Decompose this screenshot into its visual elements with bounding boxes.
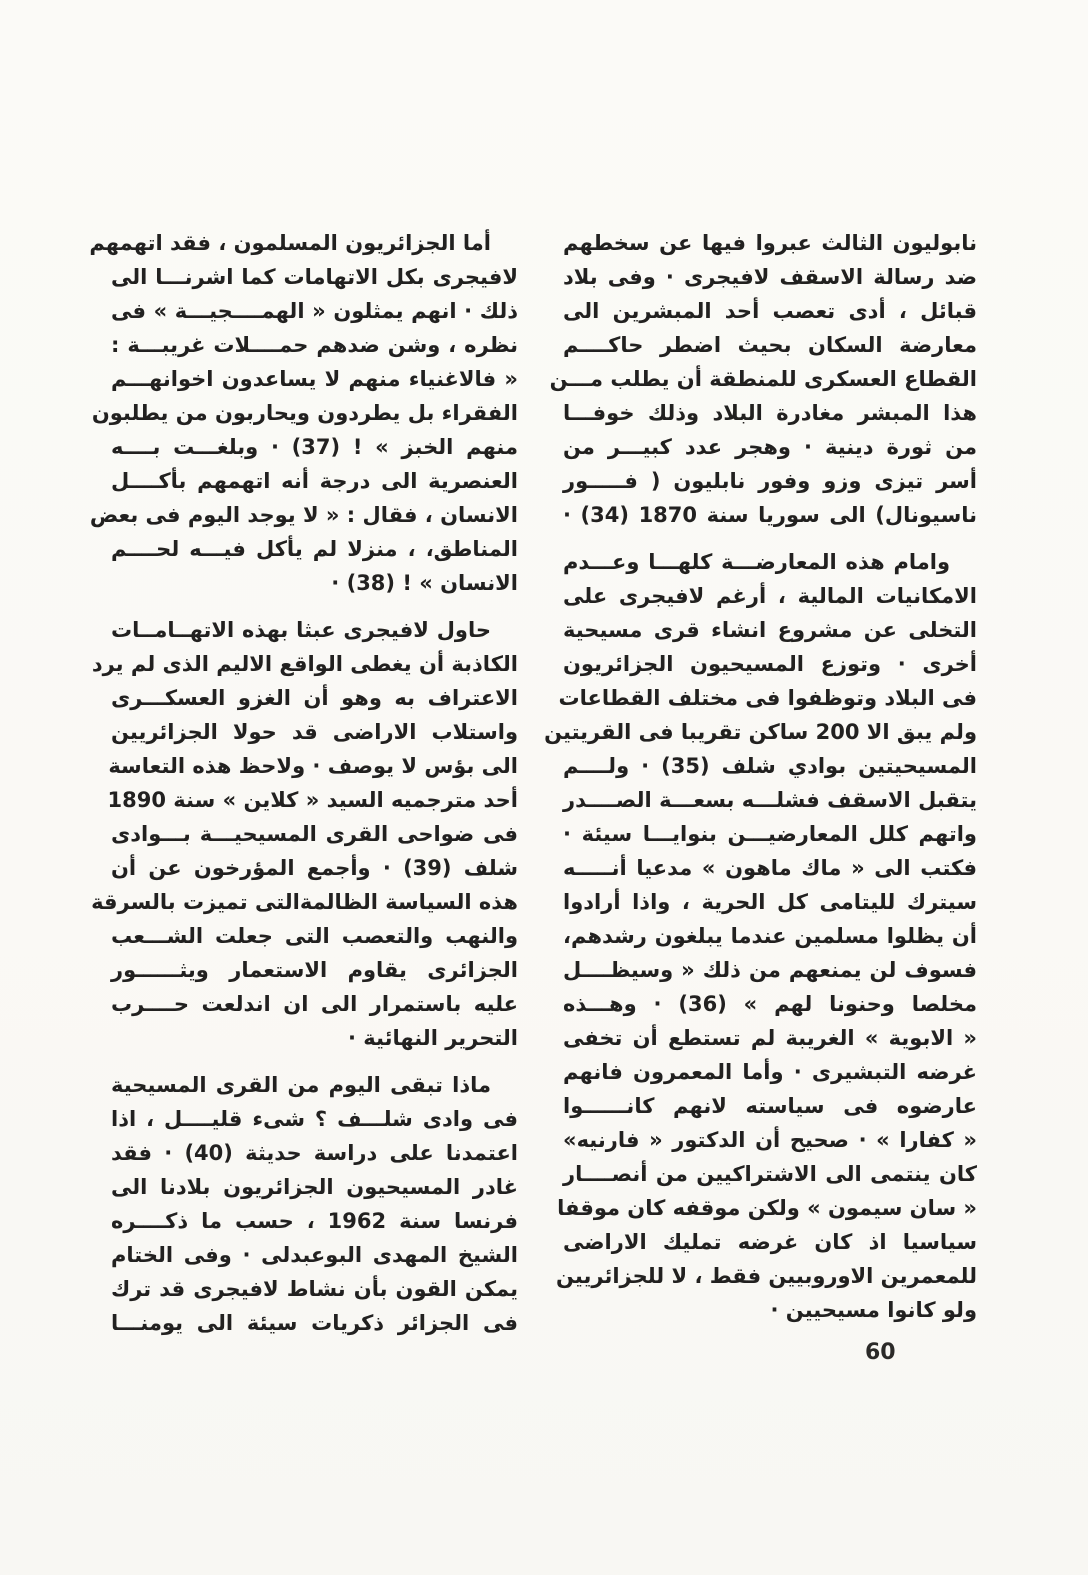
text-line: ضد رسالة الاسقف لافيجرى · وفى بلاد [563, 265, 977, 289]
text-line: ذلك · انهم يمثلون « الهمــــجيـــة » فى [111, 299, 518, 323]
text-line: الفقراء بل يطردون ويحاربون من يطلبون [91, 401, 518, 425]
text-line: « فالاغنياء منهم لا يساعدون اخوانهـــم [111, 367, 518, 391]
text-line: نظره ، وشن ضدهم حمــــلات غريبـــة : [111, 333, 518, 357]
text-line: فى الجزائر ذكريات سيئة الى يومنـــا [111, 1311, 518, 1335]
text-line: عارضوه فى سياسته لانهم كانــــــوا [563, 1094, 977, 1118]
text-line: القطاع العسكرى للمنطقة أن يطلب مـــن [549, 367, 977, 391]
text-line: عليه باستمرار الى ان اندلعت حــــرب [111, 992, 518, 1016]
text-line: منهم الخبز » ! (37) · وبلغـــت بــــه [111, 435, 519, 459]
paragraph [544, 545, 977, 1327]
text-line: أسر تيزى وزو وفور نابليون ( فـــــور [563, 469, 977, 493]
text-line: فكتب الى « ماك ماهون » مدعيا أنـــــه [563, 856, 977, 880]
text-line: الانسان » ! (38) · [331, 571, 518, 595]
text-line: « الابوية » الغريبة لم تستطع أن تخفى [563, 1026, 977, 1050]
text-line: المسيحيتين بوادي شلف (35) · ولــــم [563, 754, 977, 778]
text-column-right [544, 226, 977, 1340]
paragraph [89, 226, 519, 600]
text-line: كان ينتمى الى الاشتراكيين من أنصــــار [563, 1162, 977, 1186]
text-line: والنهب والتعصب التى جعلت الشـــعب [111, 924, 518, 948]
text-line: الاعتراف به وهو أن الغزو العسكـــرى [111, 686, 518, 710]
text-line: يمكن القون بأن نشاط لافيجرى قد ترك [111, 1277, 518, 1301]
text-line: اعتمدنا على دراسة حديثة (40) · فقد [111, 1141, 518, 1165]
text-line: نابوليون الثالث عبروا فيها عن سخطهم [563, 231, 977, 255]
text-line: من ثورة دينية · وهجر عدد كبيـــر من [563, 435, 977, 459]
text-line: المناطق، ، منزلا لم يأكل فيـــه لحــــم [111, 537, 518, 561]
text-line: غرضه التبشيرى · وأما المعمرون فانهم [563, 1060, 977, 1084]
text-line: مخلصا وحنونا لهم » (36) · وهـــذه [563, 992, 977, 1016]
text-line: واستلاب الاراضى قد حولا الجزائريين [111, 720, 518, 744]
text-line: شلف (39) · وأجمع المؤرخون عن أن [111, 856, 518, 880]
paragraph [111, 1068, 518, 1340]
text-line: الانسان ، فقال : « لا يوجد اليوم فى بعض [89, 503, 518, 527]
text-line: ولو كانوا مسيحيين · [770, 1298, 977, 1322]
text-line: التخلى عن مشروع انشاء قرى مسيحية [563, 618, 977, 642]
text-line: الجزائرى يقاوم الاستعمار ويثــــــور [111, 958, 518, 982]
text-line: الامكانيات المالية ، أرغم لافيجرى على [563, 584, 977, 608]
text-line: أما الجزائريون المسلمون ، فقد اتهمهم [89, 231, 491, 255]
text-line: فسوف لن يمنعهم من ذلك « وسيظــــل [563, 958, 977, 982]
text-line: سيترك لليتامى كل الحرية ، واذا أرادوا [563, 890, 977, 914]
text-line: ولم يبق الا 200 ساكن تقريبا فى القريتين [544, 720, 977, 744]
text-line: الكاذبة أن يغطى الواقع الاليم الذى لم يرد [91, 652, 518, 676]
text-line: معارضة السكان بحيث اضطر حاكــــم [563, 333, 977, 357]
text-line: الشيخ المهدى البوعبدلى · وفى الختام [111, 1243, 518, 1267]
text-line: غادر المسيحيون الجزائريون بلادنا الى [111, 1175, 518, 1199]
text-block [89, 226, 977, 1340]
page-number: 60 [865, 1340, 896, 1365]
text-line: أن يظلوا مسلمين عندما يبلغون رشدهم، [563, 924, 977, 948]
paragraph [549, 226, 977, 532]
text-line: فرنسا سنة 1962 ، حسب ما ذكــــره [111, 1209, 518, 1233]
text-line: العنصرية الى درجة أنه اتهمهم بأكــــل [111, 469, 518, 493]
text-line: فى ضواحى القرى المسيحيـــة بـــوادى [111, 822, 518, 846]
text-line: سياسيا اذ كان غرضه تمليك الاراضى [563, 1230, 977, 1254]
text-line: لافيجرى بكل الاتهامات كما اشرنـــا الى [111, 265, 518, 289]
text-line: حاول لافيجرى عبثا بهذه الاتهــامــات [111, 618, 491, 642]
text-line: الى بؤس لا يوصف · ولاحظ هذه التعاسة [108, 754, 518, 778]
text-line: واتهم كلل المعارضيـــن بنوايـــا سيئة · [563, 822, 977, 846]
text-column-left [89, 226, 519, 1340]
text-line: يتقبل الاسقف فشلـــه بسعـــة الصــــدر [563, 788, 977, 812]
text-line: وامام هذه المعارضـــة كلهـــا وعـــدم [563, 550, 950, 574]
text-line: للمعمرين الاوروبيين فقط ، لا للجزائريين [556, 1264, 977, 1288]
text-line: ماذا تبقى اليوم من القرى المسيحية [111, 1073, 491, 1097]
text-line: ناسيونال) الى سوريا سنة 1870 (34) · [563, 503, 977, 527]
text-line: هذه السياسة الظالمةالتى تميزت بالسرقة [91, 890, 518, 914]
text-line: فى وادى شلـــف ؟ شىء قليــــل ، اذا [111, 1107, 518, 1131]
text-line: « سان سيمون » ولكن موقفه كان موقفا [557, 1196, 977, 1220]
text-line: فى البلاد وتوظفوا فى مختلف القطاعات [558, 686, 977, 710]
text-line: أخرى · وتوزع المسيحيون الجزائريون [563, 652, 977, 676]
text-line: أحد مترجميه السيد « كلاين » سنة 1890 [107, 788, 518, 812]
text-line: قبائل ، أدى تعصب أحد المبشرين الى [563, 299, 977, 323]
text-line: « كفارا » · صحيح أن الدكتور « فارنيه» [563, 1128, 977, 1152]
text-line: هذا المبشر مغادرة البلاد وذلك خوفـــا [563, 401, 977, 425]
paragraph [91, 613, 518, 1055]
text-line: التحرير النهائية · [348, 1026, 518, 1050]
